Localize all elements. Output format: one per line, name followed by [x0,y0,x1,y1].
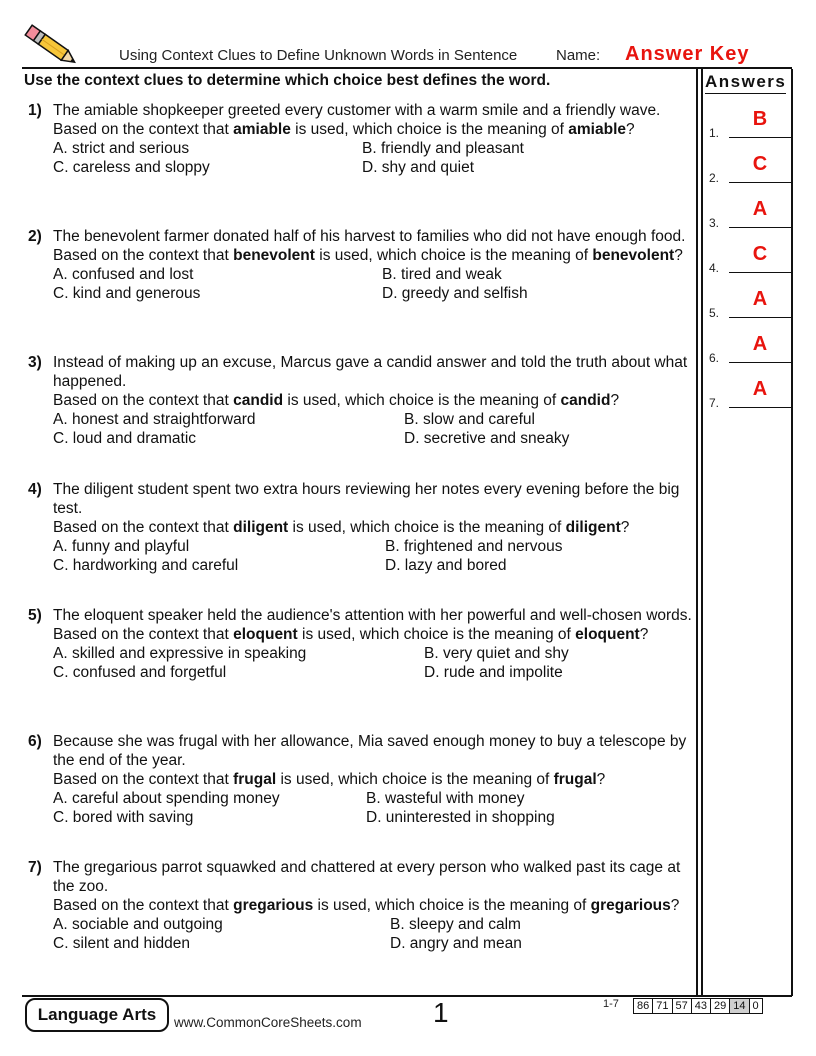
answer-line [729,362,791,363]
answer-slot-3 [709,198,793,230]
answer-line [729,227,791,228]
answer-letter: A [752,288,768,310]
choice-c: C. confused and forgetful [53,664,227,681]
name-label: Name: [556,47,601,64]
subject-badge: Language Arts [25,998,169,1032]
question-number: 7) [28,859,42,876]
answer-slot-4 [709,243,793,275]
choice-b: B. tired and weak [382,266,502,283]
score-cell: 14 [730,999,749,1013]
answer-slot-5 [709,288,793,320]
choice-c: C. loud and dramatic [53,430,197,447]
question-number: 1) [28,102,42,119]
page-number: 1 [433,997,449,1028]
target-word: gregarious [233,897,314,914]
target-word: amiable [233,121,291,138]
choice-c: C. silent and hidden [53,935,191,952]
choice-d: D. angry and mean [390,935,522,952]
target-word: diligent [233,519,289,536]
worksheet-title: Using Context Clues to Define Unknown Words in Sentence [119,47,518,64]
choice-b: B. wasteful with money [366,790,525,807]
target-word: frugal [553,771,597,788]
answer-number: 6. [709,351,720,365]
question-sentence: The gregarious parrot squawked and chattered at every person who walked past its cage at the zoo. [53,859,681,895]
answer-number: 7. [709,396,720,410]
target-word: gregarious [590,897,671,914]
answer-key-label: Answer Key [625,43,750,65]
choice-d: D. greedy and selfish [382,285,528,302]
choice-a: A. skilled and expressive in speaking [53,645,307,662]
answer-line [729,407,791,408]
choice-b: B. frightened and nervous [385,538,563,555]
choice-d: D. shy and quiet [362,159,475,176]
answer-slot-6 [709,333,793,365]
choice-d: D. rude and impolite [424,664,563,681]
score-cell: 86 [634,999,653,1013]
score-table [633,998,763,1014]
choice-d: D. uninterested in shopping [366,809,555,826]
answer-number: 2. [709,171,720,185]
score-range-label: 1-7 [603,998,619,1010]
target-word: diligent [565,519,621,536]
question-prompt: Based on the context that eloquent is used, which choice is the meaning of eloquent? [53,626,649,643]
choice-a: A. careful about spending money [53,790,280,807]
choice-a: A. honest and straightforward [53,411,256,428]
question-prompt: Based on the context that diligent is used, which choice is the meaning of diligent? [53,519,630,536]
header-divider [22,67,792,69]
answer-slot-1 [709,108,793,140]
question-sentence: The amiable shopkeeper greeted every customer with a warm smile and a friendly wave. [53,102,661,119]
answers-title: Answers [705,72,786,94]
answer-letter: C [752,243,768,265]
target-word: frugal [233,771,277,788]
target-word: eloquent [575,626,640,643]
question-sentence: Because she was frugal with her allowance, Mia saved enough money to buy a telescope by the end of the year. [53,733,687,769]
answer-line [729,317,791,318]
choice-c: C. hardworking and careful [53,557,239,574]
score-cell: 29 [711,999,730,1013]
answer-number: 1. [709,126,720,140]
question-prompt: Based on the context that amiable is used, which choice is the meaning of amiable? [53,121,635,138]
answer-letter: C [752,153,768,175]
question-number: 4) [28,481,42,498]
choice-c: C. kind and generous [53,285,201,302]
question-sentence: The benevolent farmer donated half of his harvest to families who did not have enough food. [53,228,686,245]
choice-b: B. very quiet and shy [424,645,569,662]
target-word: amiable [568,121,627,138]
answer-slot-7 [709,378,793,410]
target-word: benevolent [233,247,315,264]
answer-line [729,182,791,183]
choice-c: C. careless and sloppy [53,159,210,176]
question-number: 6) [28,733,42,750]
instructions: Use the context clues to determine which choice best defines the word. [24,72,551,89]
column-divider-double [701,69,703,996]
answer-line [729,137,791,138]
question-sentence: The diligent student spent two extra hours reviewing her notes every evening before the big test. [53,481,680,517]
answer-number: 5. [709,306,720,320]
score-cell: 43 [692,999,711,1013]
choice-a: A. strict and serious [53,140,190,157]
question-prompt: Based on the context that frugal is used, which choice is the meaning of frugal? [53,771,606,788]
score-cell: 0 [752,1000,759,1012]
answer-number: 3. [709,216,720,230]
pencil-icon [20,20,80,70]
answer-letter: A [752,198,768,220]
answer-letter: B [752,108,768,130]
website-link[interactable]: www.CommonCoreSheets.com [174,1015,362,1030]
answer-number: 4. [709,261,720,275]
choice-b: B. sleepy and calm [390,916,521,933]
question-number: 3) [28,354,42,371]
choice-c: C. bored with saving [53,809,194,826]
choice-a: A. sociable and outgoing [53,916,223,933]
score-cell: 57 [673,999,692,1013]
target-word: benevolent [592,247,675,264]
column-divider [696,69,698,996]
question-sentence: Instead of making up an excuse, Marcus gave a candid answer and told the truth about what happened. [53,354,688,390]
choice-d: D. secretive and sneaky [404,430,570,447]
question-prompt: Based on the context that candid is used, which choice is the meaning of candid? [53,392,620,409]
answer-letter: A [752,333,768,355]
question-number: 2) [28,228,42,245]
target-word: candid [560,392,611,409]
question-sentence: The eloquent speaker held the audience's attention with her powerful and well-chosen words. [53,607,692,624]
footer-divider [22,995,792,997]
choice-a: A. funny and playful [53,538,190,555]
question-prompt: Based on the context that gregarious is used, which choice is the meaning of gregarious? [53,897,680,914]
score-cell: 71 [653,999,672,1013]
question-number: 5) [28,607,42,624]
answer-letter: A [752,378,768,400]
choice-a: A. confused and lost [53,266,194,283]
answer-line [729,272,791,273]
question-prompt: Based on the context that benevolent is used, which choice is the meaning of benevolent? [53,247,683,264]
target-word: eloquent [233,626,298,643]
answer-slot-2 [709,153,793,185]
target-word: candid [233,392,284,409]
choice-b: B. slow and careful [404,411,535,428]
choice-b: B. friendly and pleasant [362,140,524,157]
choice-d: D. lazy and bored [385,557,507,574]
